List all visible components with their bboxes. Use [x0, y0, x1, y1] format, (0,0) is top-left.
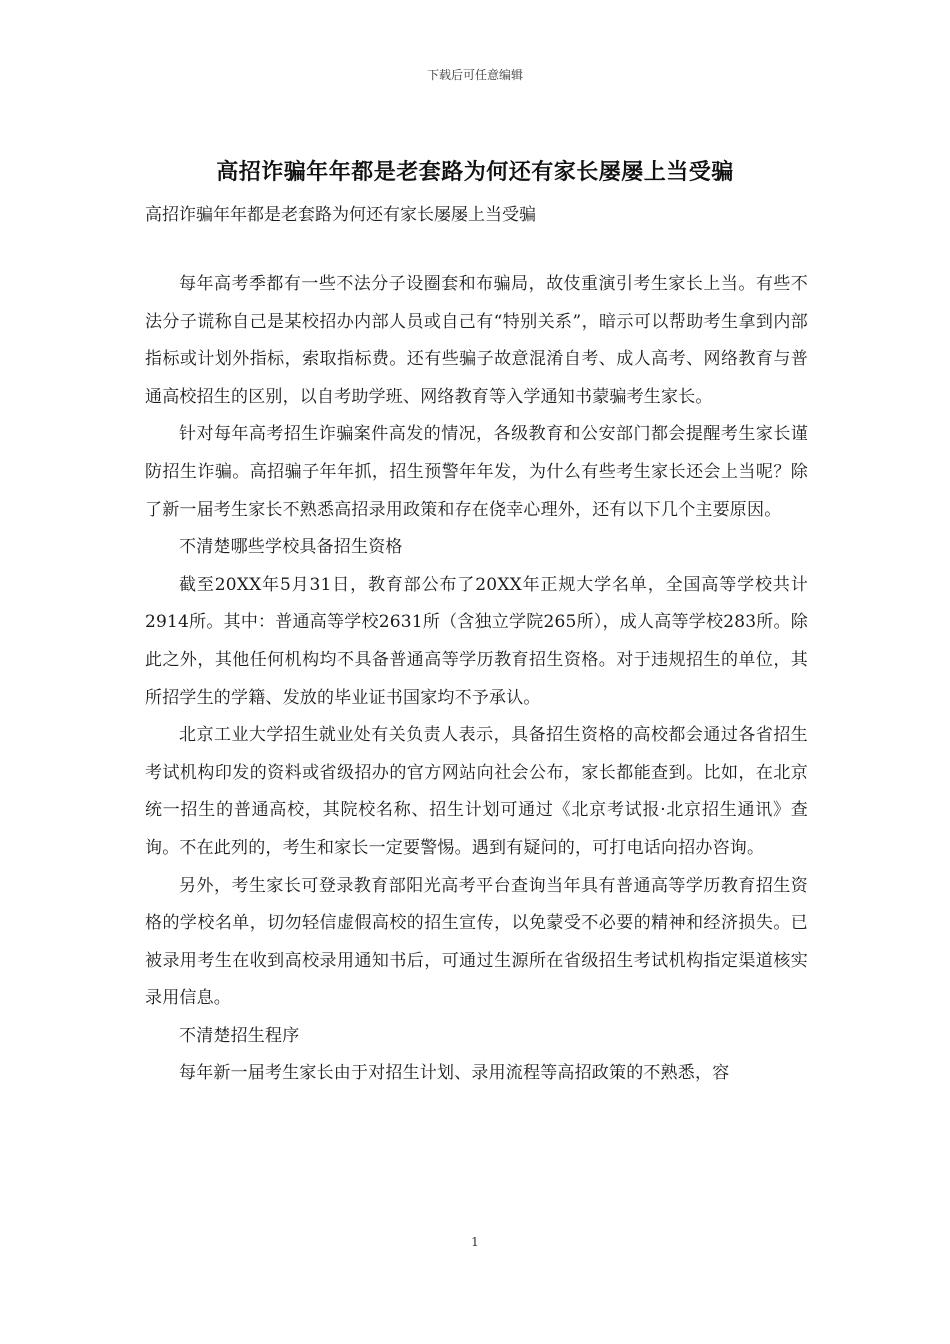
- paragraph: 北京工业大学招生就业处有关负责人表示，具备招生资格的高校都会通过各省招生考试机构印发的资料或省级招办的官方网站向社会公布，家长都能查到。比如，在北京统一招生的普通高校，其院校名称、招生计划可通过《北京考试报·北京招生通讯》查询。不在此列的，考生和家长一定要警惕。遇到有疑问的，可打电话向招办咨询。: [145, 725, 808, 858]
- paragraph: 截至20XX年5月31日，教育部公布了20XX年正规大学名单，全国高等学校共计2914所。其中：普通高等学校2631所（含独立学院265所），成人高等学校283所。除此之外，其他任何机构均不具备普通高等学历教育招生资格。对于违规招生的单位，其所招学生的学籍、发放的毕业证书国家均不予承认。: [145, 574, 808, 708]
- paragraph: 每年高考季都有一些不法分子设圈套和布骗局，故伎重演引考生家长上当。有些不法分子谎称自己是某校招办内部人员或自己有“特别关系”，暗示可以帮助考生拿到内部指标或计划外指标，索取指标费。还有些骗子故意混淆自考、成人高考、网络教育与普通高校招生的区别，以自考助学班、网络教育等入学通知书蒙骗考生家长。: [145, 274, 808, 407]
- section-heading: 不清楚哪些学校具备招生资格: [179, 537, 403, 558]
- paragraph: 另外，考生家长可登录教育部阳光高考平台查询当年具有普通高等学历教育招生资格的学校名单，切勿轻信虚假高校的招生宣传，以免蒙受不必要的精神和经济损失。已被录用考生在收到高校录用通知书后，可通过生源所在省级招生考试机构指定渠道核实录用信息。: [145, 875, 808, 1009]
- section-heading: 不清楚招生程序: [179, 1025, 300, 1046]
- document-title: 高招诈骗年年都是老套路为何还有家长屡屡上当受骗: [216, 160, 734, 185]
- page-number: 1: [471, 1235, 479, 1249]
- document-body: [145, 266, 808, 1093]
- header-note: 下载后可任意编辑: [426, 68, 523, 82]
- paragraph: 每年新一届考生家长由于对招生计划、录用流程等高招政策的不熟悉，容: [179, 1063, 730, 1084]
- paragraph: 针对每年高考招生诈骗案件高发的情况，各级教育和公安部门都会提醒考生家长谨防招生诈骗。高招骗子年年抓，招生预警年年发，为什么有些考生家长还会上当呢？除了新一届考生家长不熟悉高招录用政策和存在侥幸心理外，还有以下几个主要原因。: [145, 424, 808, 520]
- document-subtitle: 高招诈骗年年都是老套路为何还有家长屡屡上当受骗: [145, 205, 536, 225]
